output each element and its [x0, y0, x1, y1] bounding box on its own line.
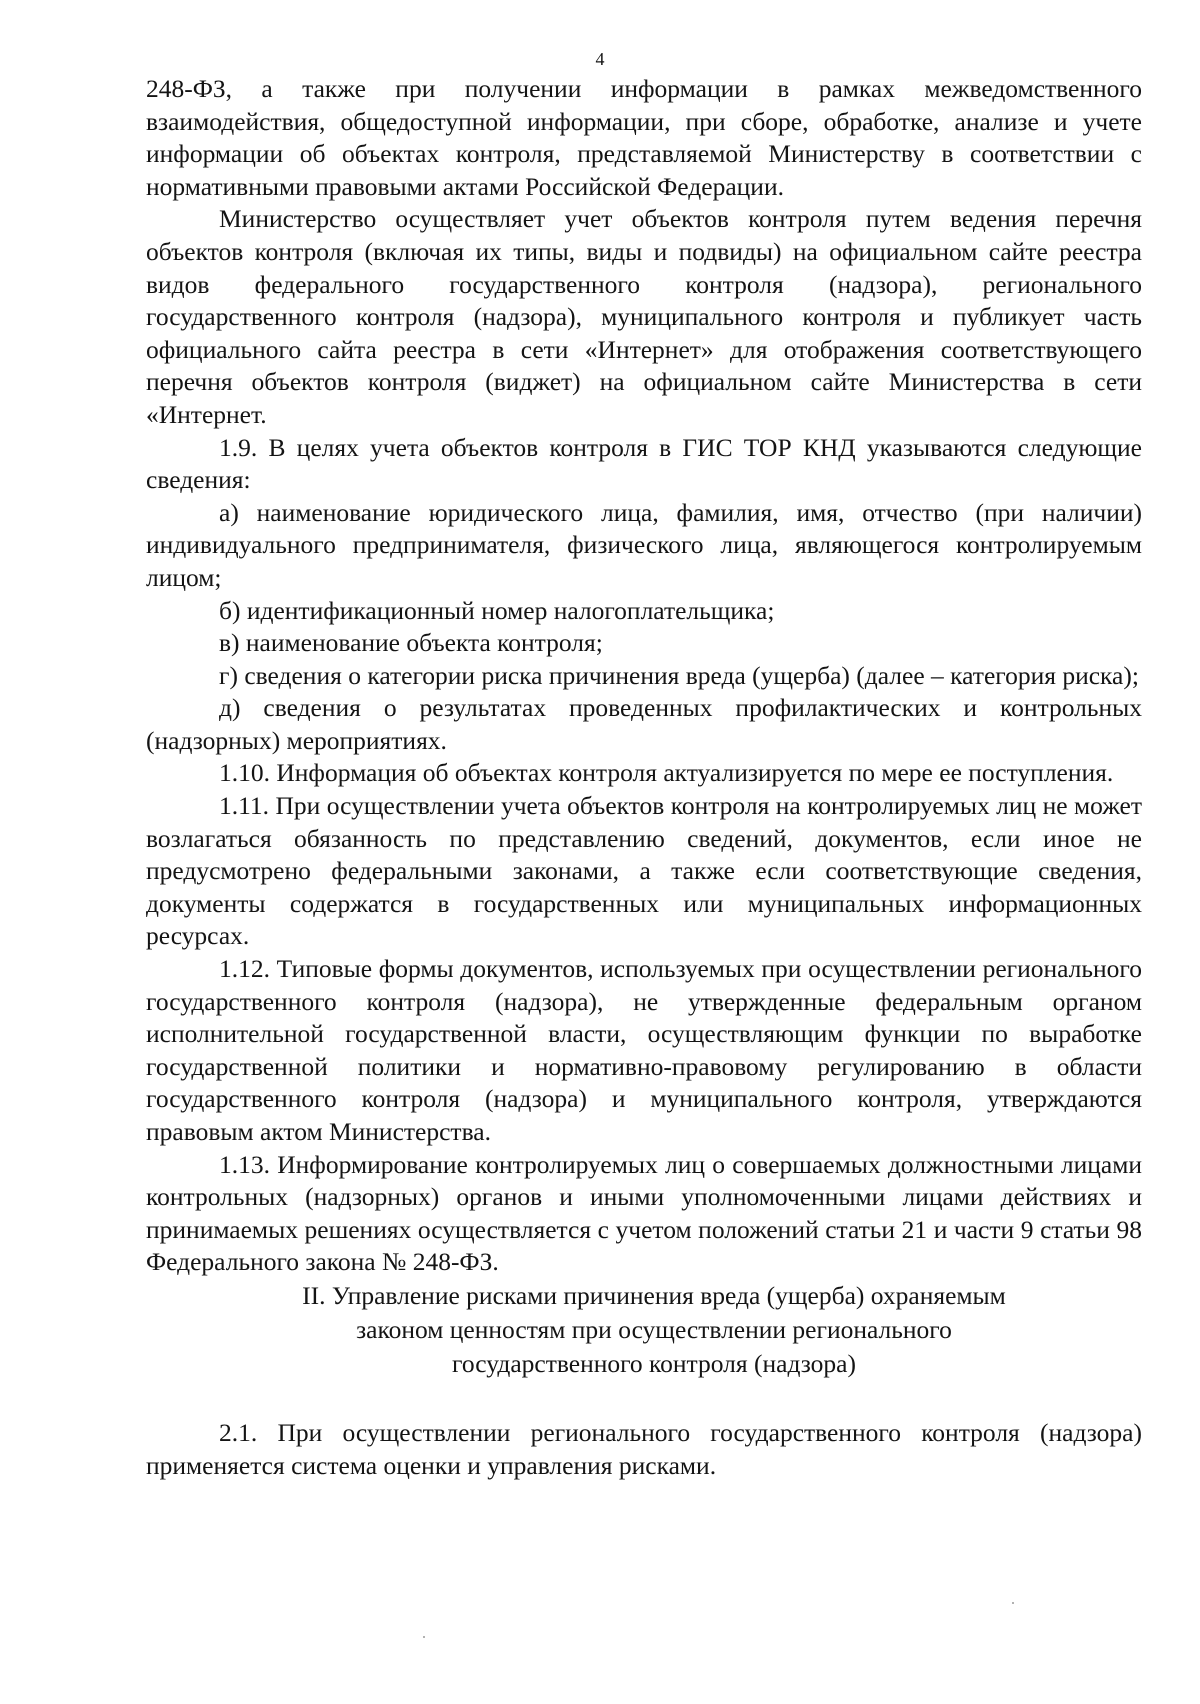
paragraph-1-11: 1.11. При осуществлении учета объектов контроля на контролируемых лиц не может возлагаться обязанность по представлению сведений, документов, если иное не предусмотрено федеральными законами, а также если соответствующие сведения, документы содержатся в государственных или муниципальных информационных ресурсах. — [146, 791, 1142, 951]
paragraph-1-10: 1.10. Информация об объектах контроля актуализируется по мере ее поступления. — [219, 758, 1114, 788]
list-item-g: г) сведения о категории риска причинения вреда (ущерба) (далее – категория риска); — [219, 660, 1139, 690]
paragraph-1-13: 1.13. Информирование контролируемых лиц о совершаемых должностными лицами контрольных (надзорных) органов и иными уполномоченными лицами действиях и принимаемых решениях осуществляется с учетом положений статьи 21 и части 9 статьи 98 Федерального закона № 248-ФЗ. — [146, 1149, 1142, 1277]
list-item-b: б) идентификационный номер налогоплательщика; — [219, 595, 775, 625]
paragraph-continuation: 248-ФЗ, а также при получении информации в рамках межведомственного взаимодействия, общедоступной информации, при сборе, обработке, анализе и учете информации об объектах контроля, представляемой Министерству в соответствии с нормативными правовыми актами Российской Федерации. — [146, 74, 1142, 201]
list-item-d: д) сведения о результатах проведенных профилактических и контрольных (надзорных) мероприятиях. — [146, 693, 1142, 755]
list-item-v: в) наименование объекта контроля; — [219, 628, 603, 658]
paragraph-1-9: 1.9. В целях учета объектов контроля в ГИС ТОР КНД указываются следующие сведения: — [146, 432, 1142, 495]
scan-speck — [1012, 1602, 1014, 1604]
document-body — [146, 73, 1142, 1482]
list-item-a: а) наименование юридического лица, фамилия, имя, отчество (при наличии) индивидуального предпринимателя, физического лица, являющегося контролируемым лицом; — [146, 497, 1142, 592]
section-heading: II. Управление рисками причинения вреда (ущерба) охраняемым законом ценностям при осуществлении регионального государственного контроля (надзора) — [302, 1280, 1006, 1378]
paragraph-2-1: 2.1. При осуществлении регионального государственного контроля (надзора) применяется система оценки и управления рисками. — [146, 1417, 1142, 1480]
scan-speck — [423, 1636, 425, 1638]
page-number: 4 — [595, 49, 605, 69]
paragraph-object-registry: Министерство осуществляет учет объектов контроля путем ведения перечня объектов контроля (включая их типы, виды и подвиды) на официальном сайте реестра видов федерального государственного контроля (надзора), регионального государственного контроля (надзора), муниципального контроля и публикует часть официального сайта реестра в сети «Интернет» для отображения соответствующего перечня объектов контроля (виджет) на официальном сайте Министерства в сети «Интернет. — [146, 204, 1142, 429]
paragraph-1-12: 1.12. Типовые формы документов, используемых при осуществлении регионального государственного контроля (надзора), не утвержденные федеральным органом исполнительной государственной власти, осуществляющим функции по выработке государственной политики и нормативно-правовому регулированию в области государственного контроля (надзора) и муниципального контроля, утверждаются правовым актом Министерства. — [146, 954, 1142, 1146]
